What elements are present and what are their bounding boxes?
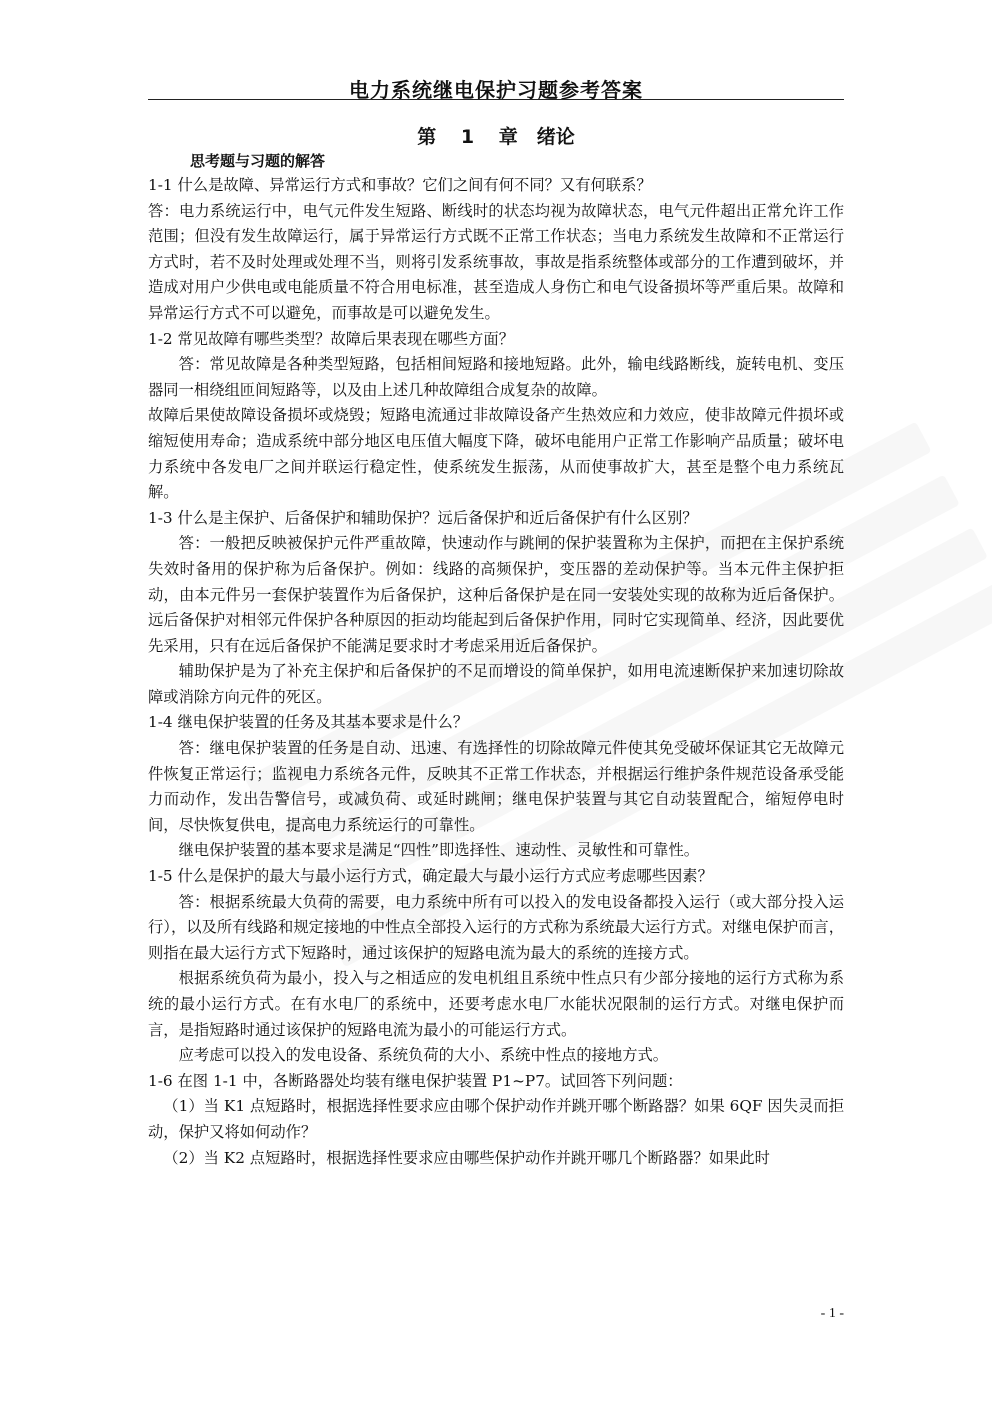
answer-1-4-part-1: 答：继电保护装置的任务是自动、迅速、有选择性的切除故障元件使其免受破坏保证其它无故障元件恢复正常运行；监视电力系统各元件，反映其不正常工作状态，并根据运行维护条件规范设备承受能力而动作，发出告警信号，或减负荷、或延时跳闸；继电保护装置与其它自动装置配合，缩短停电时间，尽快恢复供电，提高电力系统运行的可靠性。: [148, 739, 844, 834]
question-1-5: 1-5 什么是保护的最大与最小运行方式，确定最大与最小运行方式应考虑哪些因素？: [148, 867, 713, 886]
question-1-3: 1-3 什么是主保护、后备保护和辅助保护？远后备保护和近后备保护有什么区别？: [148, 508, 698, 527]
question-1-1: 1-1 什么是故障、异常运行方式和事故？它们之间有何不同？又有何联系？: [148, 176, 652, 194]
question-1-6: 1-6 在图 1-1 中，各断路器处均装有继电保护装置 P1~P7。试回答下列问题：: [148, 1071, 683, 1090]
section-heading: 思考题与习题的解答: [190, 152, 326, 170]
answer-1-5-part-1: 答：根据系统最大负荷的需要，电力系统中所有可以投入的发电设备都投入运行（或大部分投入运行），以及所有线路和规定接地的中性点全部投入运行的方式称为系统最大运行方式。对继电保护而言，则指在最大运行方式下短路时，通过该保护的短路电流为最大的系统的连接方式。: [148, 892, 845, 962]
answer-1-2-part-2: 故障后果使故障设备损坏或烧毁；短路电流通过非故障设备产生热效应和力效应，使非故障元件损坏或缩短使用寿命；造成系统中部分地区电压值大幅度下降，破坏电能用户正常工作影响产品质量；破坏电力系统中各发电厂之间并联运行稳定性，使系统发生振荡，从而使事故扩大，甚至是整个电力系统瓦解。: [148, 406, 844, 502]
document-body: [148, 173, 844, 1171]
question-1-4: 1-4 继电保护装置的任务及其基本要求是什么？: [148, 713, 469, 732]
question-1-6-sub-1: （1）当 K1 点短路时，根据选择性要求应由哪个保护动作并跳开哪个断路器？如果 6QF 因失灵而拒动，保护又将如何动作？: [148, 1097, 844, 1141]
answer-1-3-part-1: 答：一般把反映被保护元件严重故障，快速动作与跳闸的保护装置称为主保护，而把在主保护系统失效时备用的保护称为后备保护。例如：线路的高频保护，变压器的差动保护等。当本元件主保护拒动，由本元件另一套保护装置作为后备保护，这种后备保护是在同一安装处实现的故称为近后备保护。远后备保护对相邻元件保护各种原因的拒动均能起到后备保护作用，同时它实现简单、经济，因此要优先采用，只有在远后备保护不能满足要求时才考虑采用近后备保护。: [148, 534, 844, 655]
running-header: 电力系统继电保护习题参考答案: [349, 78, 643, 102]
answer-1-1: 答：电力系统运行中，电气元件发生短路、断线时的状态均视为故障状态，电气元件超出正常允许工作范围；但没有发生故障运行，属于异常运行方式既不正常工作状态；当电力系统发生故障和不正常运行方式时，若不及时处理或处理不当，则将引发系统事故，事故是指系统整体或部分的工作遭到破坏，并造成对用户少供电或电能质量不符合用电标准，甚至造成人身伤亡和电气设备损坏等严重后果。故障和异常运行方式不可以避免，而事故是可以避免发生。: [148, 201, 844, 322]
chapter-title: 第 1 章 绪论: [417, 126, 575, 148]
answer-1-5-part-3: 应考虑可以投入的发电设备、系统负荷的大小、系统中性点的接地方式。: [178, 1046, 669, 1065]
answer-1-3-part-2: 辅助保护是为了补充主保护和后备保护的不足而增设的简单保护，如用电流速断保护来加速切除故障或消除方向元件的死区。: [148, 662, 844, 706]
page-number: - 1 -: [820, 1306, 844, 1321]
question-1-6-sub-2: （2）当 K2 点短路时，根据选择性要求应由哪些保护动作并跳开哪几个断路器？如果此时: [163, 1148, 770, 1167]
answer-1-5-part-2: 根据系统负荷为最小，投入与之相适应的发电机组且系统中性点只有少部分接地的运行方式称为系统的最小运行方式。在有水电厂的系统中，还要考虑水电厂水能状况限制的运行方式。对继电保护而言，是指短路时通过该保护的短路电流为最小的可能运行方式。: [148, 969, 844, 1039]
answer-1-2-part-1: 答：常见故障是各种类型短路，包括相间短路和接地短路。此外，输电线路断线，旋转电机、变压器同一相绕组匝间短路等，以及由上述几种故障组合成复杂的故障。: [148, 355, 844, 399]
header-rule: [148, 99, 844, 100]
question-1-2: 1-2 常见故障有哪些类型？故障后果表现在哪些方面？: [148, 329, 515, 348]
answer-1-4-part-2: 继电保护装置的基本要求是满足“四性”即选择性、速动性、灵敏性和可靠性。: [178, 841, 700, 860]
